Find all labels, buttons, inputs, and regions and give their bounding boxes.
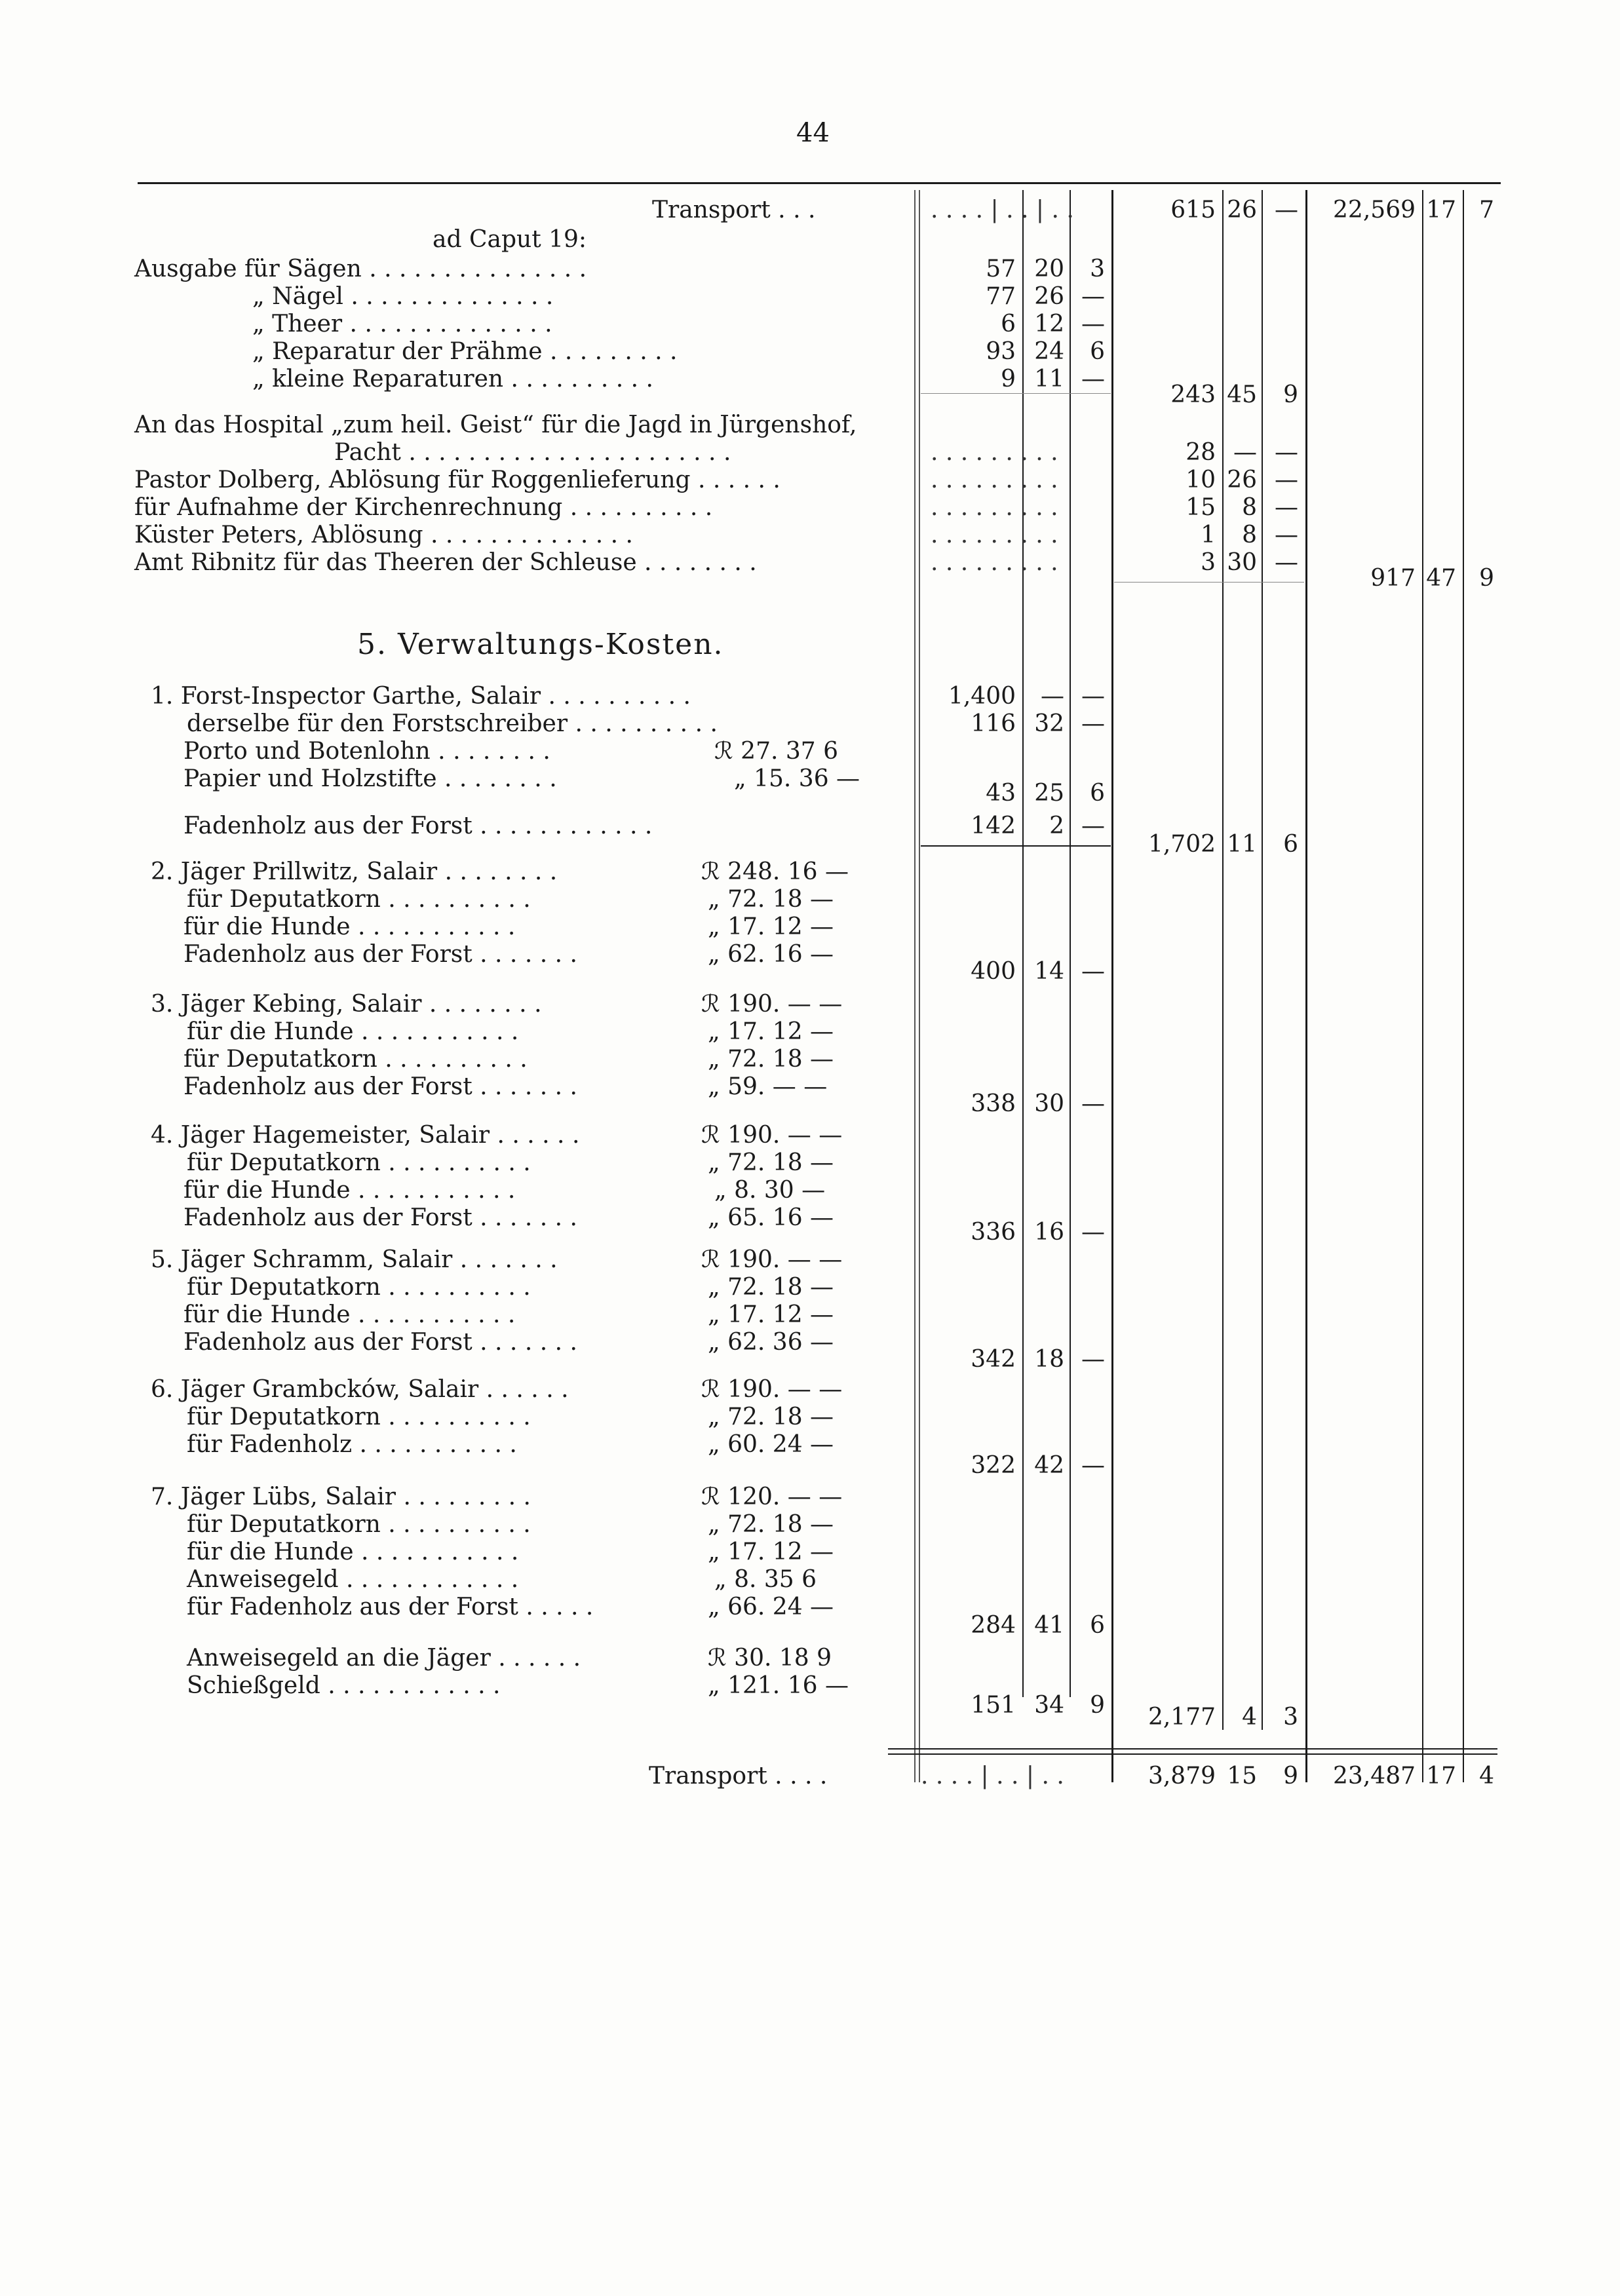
s1-misc-3-dots: . . . . . . . . .	[931, 494, 1058, 521]
hunter-4-sub-1: ℛ 190. — —	[701, 1122, 843, 1149]
s1-row-5-label: „ kleine Reparaturen . . . . . . . . . .	[252, 366, 653, 392]
transport-bottom-label: Transport . . . .	[649, 1763, 828, 1789]
s1-misc-5-dots: . . . . . . . . .	[931, 549, 1058, 576]
hunter-5-sub-2: „ 72. 18 —	[708, 1274, 834, 1301]
hunter-3-line-3: für Deputatkorn . . . . . . . . . .	[183, 1046, 528, 1073]
s2-insp-4-rt: 43	[986, 780, 1016, 807]
hunter-5-line-4: Fadenholz aus der Forst . . . . . . .	[183, 1329, 577, 1356]
hunter-6-sub-3: „ 60. 24 —	[708, 1431, 834, 1458]
page-number: 44	[796, 118, 830, 148]
hunter-5-sub-1: ℛ 190. — —	[701, 1246, 843, 1273]
hunter-6-p: —	[1081, 1452, 1105, 1479]
hunter-2-s: 14	[1034, 958, 1064, 985]
hunter-4-sub-2: „ 72. 18 —	[708, 1149, 834, 1176]
s2-insp-4-sub: „ 15. 36 —	[734, 765, 860, 792]
s1-row-3-s: 12	[1034, 311, 1064, 337]
transport-top-label: Transport . . .	[652, 197, 816, 223]
transport-top-col3-p: 7	[1479, 197, 1494, 223]
bottom-rule-2	[888, 1753, 1497, 1755]
transport-top-col3-rt: 22,569	[1333, 197, 1416, 223]
misc-s: 34	[1034, 1692, 1064, 1719]
transport-top-col2-p: —	[1275, 197, 1298, 223]
transport-bottom-dots: . . . . | . . | . .	[921, 1763, 1064, 1789]
s2-insp-3-label: Porto und Botenlohn . . . . . . . .	[183, 738, 550, 765]
col-rule-6	[1262, 190, 1263, 1730]
s1-row-3-rt: 6	[1001, 311, 1016, 337]
s1-row-4-label: „ Reparatur der Prähme . . . . . . . . .	[252, 338, 678, 365]
s1-misc-5-label: Amt Ribnitz für das Theeren der Schleuse . . . . . . . .	[134, 549, 757, 576]
hunter-2-line-1: 2. Jäger Prillwitz, Salair . . . . . . . .	[151, 858, 558, 885]
hunter-6-line-1: 6. Jäger Grambcków, Salair . . . . . .	[151, 1376, 569, 1403]
hunter-6-rt: 322	[971, 1452, 1016, 1479]
s1-row-4-p: 6	[1090, 338, 1105, 365]
hunter-5-rt: 342	[971, 1346, 1016, 1373]
hunter-5-sub-3: „ 17. 12 —	[708, 1301, 834, 1328]
s1-misc-4-label: Küster Peters, Ablösung . . . . . . . . . . . . . .	[134, 522, 633, 548]
s2-insp-4-p: 6	[1090, 780, 1105, 807]
hunter-7-line-2: für Deputatkorn . . . . . . . . . .	[187, 1511, 531, 1538]
s1-misc-1-rt: 28	[1186, 439, 1216, 466]
hunter-3-line-1: 3. Jäger Kebing, Salair . . . . . . . .	[151, 991, 542, 1018]
hunter-3-sub-4: „ 59. — —	[708, 1073, 828, 1100]
misc-line-2: Schießgeld . . . . . . . . . . . .	[187, 1672, 501, 1699]
hunter-5-line-1: 5. Jäger Schramm, Salair . . . . . . .	[151, 1246, 558, 1273]
misc-line-1: Anweisegeld an die Jäger . . . . . .	[187, 1645, 581, 1672]
hunter-5-line-3: für die Hunde . . . . . . . . . . .	[183, 1301, 516, 1328]
transport-top-dots: . . . . | . . | . .	[931, 197, 1074, 223]
s1-total-p: 9	[1479, 565, 1494, 592]
s2-insp-5-p: —	[1081, 813, 1105, 839]
misc-sub-1: ℛ 30. 18 9	[708, 1645, 832, 1672]
hunter-2-line-3: für die Hunde . . . . . . . . . . .	[183, 913, 516, 940]
s2-total-s: 4	[1242, 1704, 1257, 1731]
hunter-4-line-3: für die Hunde . . . . . . . . . . .	[183, 1177, 516, 1204]
hunter-3-rt: 338	[971, 1090, 1016, 1117]
s1-misc-2-rt: 10	[1186, 467, 1216, 493]
s1-misc-3-p: —	[1275, 494, 1298, 521]
hunter-3-s: 30	[1034, 1090, 1064, 1117]
transport-bottom-col2-s: 15	[1227, 1763, 1257, 1789]
hunter-6-line-2: für Deputatkorn . . . . . . . . . .	[187, 1404, 531, 1430]
hunter-4-line-4: Fadenholz aus der Forst . . . . . . .	[183, 1204, 577, 1231]
hunter-7-rt: 284	[971, 1612, 1016, 1639]
s1-row-1-s: 20	[1034, 256, 1064, 282]
s1-row-2-p: —	[1081, 283, 1105, 310]
hunter-7-line-1: 7. Jäger Lübs, Salair . . . . . . . . .	[151, 1483, 531, 1510]
s1-row-3-p: —	[1081, 311, 1105, 337]
hunter-7-sub-2: „ 72. 18 —	[708, 1511, 834, 1538]
transport-top-col2-s: 26	[1227, 197, 1257, 223]
s2-insp-1-rt: 1,400	[948, 683, 1016, 710]
s2-insp-2-s: 32	[1034, 710, 1064, 737]
s2-insp-subtotal-p: 6	[1283, 831, 1298, 858]
hunter-5-s: 18	[1034, 1346, 1064, 1373]
s1-row-4-s: 24	[1034, 338, 1064, 365]
transport-bottom-col2-rt: 3,879	[1148, 1763, 1216, 1789]
s2-insp-1-s: —	[1041, 683, 1064, 710]
s1-row-2-s: 26	[1034, 283, 1064, 310]
hunter-2-sub-2: „ 72. 18 —	[708, 886, 834, 913]
hunter-7-sub-3: „ 17. 12 —	[708, 1539, 834, 1565]
s2-insp-rule	[921, 845, 1111, 847]
hunter-2-line-2: für Deputatkorn . . . . . . . . . .	[187, 886, 531, 913]
hunter-6-s: 42	[1034, 1452, 1064, 1479]
hunter-4-sub-4: „ 65. 16 —	[708, 1204, 834, 1231]
s1-misc-1-s: —	[1233, 439, 1257, 466]
s1-row-1-label: Ausgabe für Sägen . . . . . . . . . . . . . . .	[134, 256, 587, 282]
hunter-7-s: 41	[1034, 1612, 1064, 1639]
s1-misc-4-s: 8	[1242, 522, 1257, 548]
col-rule-1a	[914, 190, 916, 1782]
misc-sub-2: „ 121. 16 —	[708, 1672, 849, 1699]
hunter-7-line-3: für die Hunde . . . . . . . . . . .	[187, 1539, 519, 1565]
hunter-3-line-2: für die Hunde . . . . . . . . . . .	[187, 1018, 519, 1045]
hunter-2-sub-1: ℛ 248. 16 —	[701, 858, 849, 885]
s1-row-5-p: —	[1081, 366, 1105, 392]
hunter-7-sub-5: „ 66. 24 —	[708, 1594, 834, 1620]
s2-insp-5-s: 2	[1049, 813, 1064, 839]
col-rule-9	[1463, 190, 1464, 1782]
s1-subtotal-rt: 243	[1170, 381, 1216, 408]
hunter-7-sub-4: „ 8. 35 6	[714, 1566, 817, 1593]
hunter-7-sub-1: ℛ 120. — —	[701, 1483, 843, 1510]
section2-heading: 5. Verwaltungs-Kosten.	[357, 628, 724, 661]
s1-misc-4-p: —	[1275, 522, 1298, 548]
s2-insp-subtotal-rt: 1,702	[1148, 831, 1216, 858]
hunter-2-p: —	[1081, 958, 1105, 985]
col-rule-8	[1422, 190, 1423, 1782]
s1-misc-5-p: —	[1275, 549, 1298, 576]
hunter-7-line-4: Anweisegeld . . . . . . . . . . . .	[187, 1566, 519, 1593]
s2-insp-2-rt: 116	[971, 710, 1016, 737]
hunter-5-sub-4: „ 62. 36 —	[708, 1329, 834, 1356]
s1-total-rule	[1114, 582, 1304, 583]
top-rule	[138, 182, 1501, 184]
transport-top-col3-s: 17	[1426, 197, 1456, 223]
s1-row-5-s: 11	[1034, 366, 1064, 392]
s1-misc-2-dots: . . . . . . . . .	[931, 467, 1058, 493]
hunter-6-line-3: für Fadenholz . . . . . . . . . . .	[187, 1431, 517, 1458]
hunter-4-sub-3: „ 8. 30 —	[714, 1177, 826, 1204]
s2-insp-2-label: derselbe für den Forstschreiber . . . . . . . . . .	[187, 710, 718, 737]
s1-misc-1-dots: . . . . . . . . .	[931, 439, 1058, 466]
transport-bottom-col2-p: 9	[1283, 1763, 1298, 1789]
transport-bottom-col3-s: 17	[1426, 1763, 1456, 1789]
hunter-3-sub-2: „ 17. 12 —	[708, 1018, 834, 1045]
hunter-3-line-4: Fadenholz aus der Forst . . . . . . .	[183, 1073, 577, 1100]
hunter-7-line-5: für Fadenholz aus der Forst . . . . .	[187, 1594, 594, 1620]
s2-insp-1-p: —	[1081, 683, 1105, 710]
hunter-3-p: —	[1081, 1090, 1105, 1117]
s2-insp-2-p: —	[1081, 710, 1105, 737]
s1-row-2-label: „ Nägel . . . . . . . . . . . . . .	[252, 283, 554, 310]
s1-row-1-rt: 57	[986, 256, 1016, 282]
s1-total-rt: 917	[1370, 565, 1416, 592]
misc-p: 9	[1090, 1692, 1105, 1719]
s2-insp-subtotal-s: 11	[1227, 831, 1257, 858]
s1-subtotal-s: 45	[1227, 381, 1257, 408]
s2-insp-4-s: 25	[1034, 780, 1064, 807]
s1-subtotal-rule	[921, 393, 1111, 394]
hunter-6-sub-1: ℛ 190. — —	[701, 1376, 843, 1403]
hunter-2-sub-3: „ 17. 12 —	[708, 913, 834, 940]
s2-insp-4-label: Papier und Holzstifte . . . . . . . .	[183, 765, 557, 792]
col-rule-4a	[1111, 190, 1113, 1782]
s1-misc-3-s: 8	[1242, 494, 1257, 521]
s2-insp-5-rt: 142	[971, 813, 1016, 839]
s1-row-1-p: 3	[1090, 256, 1105, 282]
hunter-2-rt: 400	[971, 958, 1016, 985]
s1-row-3-label: „ Theer . . . . . . . . . . . . . .	[252, 311, 552, 337]
s1-misc-1-label: An das Hospital „zum heil. Geist“ für die Jagd in Jürgenshof,	[134, 411, 857, 438]
transport-bottom-col3-p: 4	[1479, 1763, 1494, 1789]
hunter-4-s: 16	[1034, 1219, 1064, 1246]
s1-misc-2-label: Pastor Dolberg, Ablösung für Roggenlieferung . . . . . .	[134, 467, 781, 493]
transport-bottom-col3-rt: 23,487	[1333, 1763, 1416, 1789]
s1-misc-2-s: 26	[1227, 467, 1257, 493]
hunter-5-p: —	[1081, 1346, 1105, 1373]
s1-row-5-rt: 9	[1001, 366, 1016, 392]
s1-misc-4-rt: 1	[1201, 522, 1216, 548]
s2-total-p: 3	[1283, 1704, 1298, 1731]
hunter-2-line-4: Fadenholz aus der Forst . . . . . . .	[183, 941, 577, 968]
hunter-4-rt: 336	[971, 1219, 1016, 1246]
s1-subtotal-p: 9	[1283, 381, 1298, 408]
hunter-3-sub-1: ℛ 190. — —	[701, 991, 843, 1018]
hunter-6-sub-2: „ 72. 18 —	[708, 1404, 834, 1430]
bottom-rule-1	[888, 1748, 1497, 1750]
col-rule-1b	[919, 190, 920, 1782]
col-rule-2	[1022, 190, 1024, 1697]
s1-misc-5-s: 30	[1227, 549, 1257, 576]
s1-misc-3-label: für Aufnahme der Kirchenrechnung . . . . . . . . . .	[134, 494, 713, 521]
section1-heading: ad Caput 19:	[433, 226, 587, 253]
s1-row-4-rt: 93	[986, 338, 1016, 365]
hunter-4-line-2: für Deputatkorn . . . . . . . . . .	[187, 1149, 531, 1176]
s1-misc-5-rt: 3	[1201, 549, 1216, 576]
s2-insp-1-label: 1. Forst-Inspector Garthe, Salair . . . . . . . . . .	[151, 683, 691, 710]
transport-top-col2-rt: 615	[1170, 197, 1216, 223]
s1-misc-4-dots: . . . . . . . . .	[931, 522, 1058, 548]
s1-misc-2-p: —	[1275, 467, 1298, 493]
col-rule-7	[1305, 190, 1307, 1782]
misc-rt: 151	[971, 1692, 1016, 1719]
col-rule-5	[1222, 190, 1224, 1730]
hunter-7-p: 6	[1090, 1612, 1105, 1639]
s1-row-2-rt: 77	[986, 283, 1016, 310]
s1-misc-1-p: —	[1275, 439, 1298, 466]
hunter-4-line-1: 4. Jäger Hagemeister, Salair . . . . . .	[151, 1122, 580, 1149]
hunter-3-sub-3: „ 72. 18 —	[708, 1046, 834, 1073]
col-rule-3	[1070, 190, 1071, 1697]
s1-misc-3-rt: 15	[1186, 494, 1216, 521]
s1-total-s: 47	[1426, 565, 1456, 592]
s1-misc-1-label2: Pacht . . . . . . . . . . . . . . . . . . . . . .	[334, 439, 731, 466]
hunter-5-line-2: für Deputatkorn . . . . . . . . . .	[187, 1274, 531, 1301]
hunter-4-p: —	[1081, 1219, 1105, 1246]
s2-total-rt: 2,177	[1148, 1704, 1216, 1731]
s2-insp-3-sub: ℛ 27. 37 6	[714, 738, 839, 765]
hunter-2-sub-4: „ 62. 16 —	[708, 941, 834, 968]
s2-insp-5-label: Fadenholz aus der Forst . . . . . . . . . . . .	[183, 813, 653, 839]
